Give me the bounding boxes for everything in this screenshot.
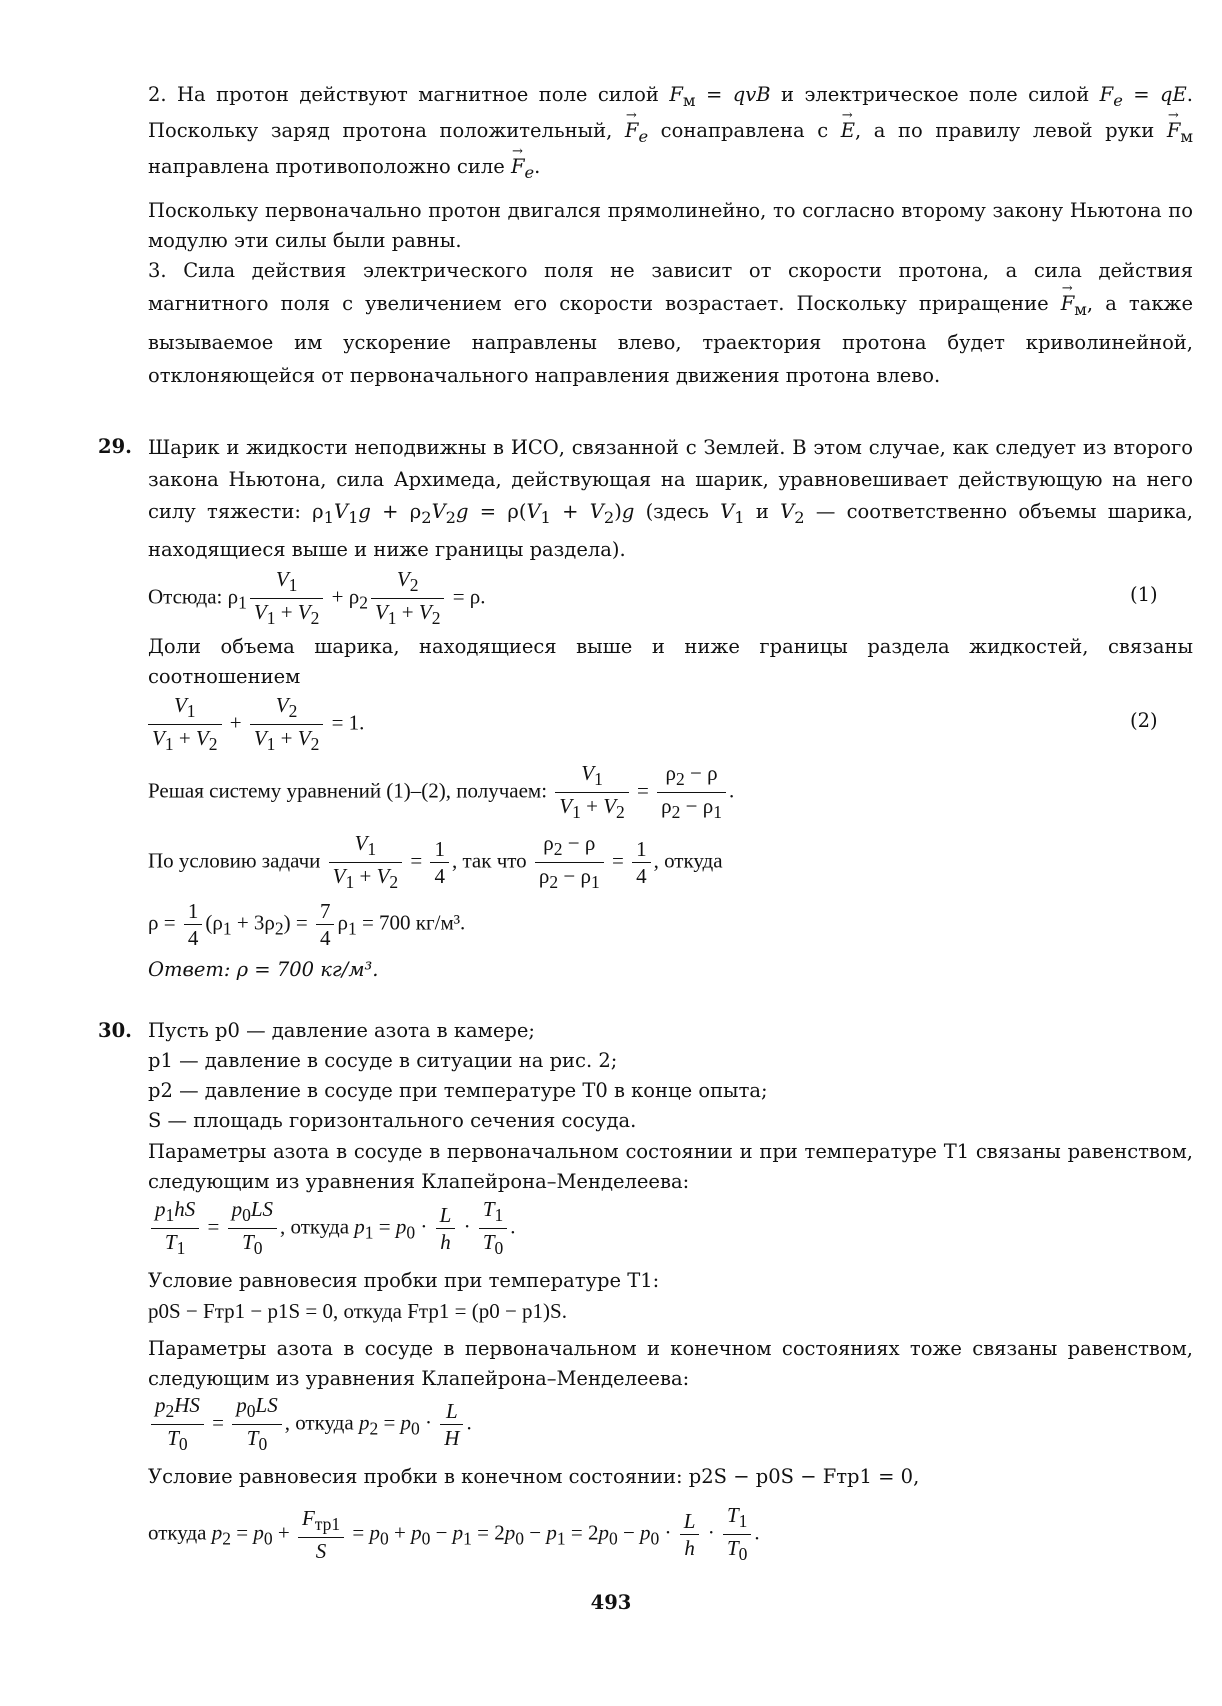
condition-label: По условию задачи bbox=[148, 848, 321, 873]
clapeyron-1-mid: , откуда bbox=[280, 1214, 350, 1239]
condition-end: , откуда bbox=[653, 848, 723, 873]
line-30-p2: p2 — давление в сосуде при температуре T0 в конце опыта; bbox=[148, 1079, 768, 1102]
formula-density-result: ρ = $\frac{1}{4}$ $(\rho_1 + 3\rho_2)$ = $\frac{7}{4}$ $\rho_1 = 700$ кг/м³. bbox=[148, 899, 466, 950]
problem-number-30: 30. bbox=[98, 1019, 132, 1042]
equation-number-2: (2) bbox=[1130, 709, 1158, 732]
line-30-p1: p1 — давление в сосуде в ситуации на рис. 2; bbox=[148, 1049, 618, 1072]
formula-2: $\frac{V_1}{V_1 + V_2}$ + $\frac{V_2}{V_1 + V_2}$ = 1. bbox=[145, 692, 364, 757]
equation-number-1: (1) bbox=[1130, 583, 1158, 606]
paragraph-29-volume: Доли объема шарика, находящиеся выше и ниже границы раздела жидкостей, связаны соотношением bbox=[148, 635, 1193, 688]
line-30-s: S — площадь горизонтального сечения сосуда. bbox=[148, 1109, 637, 1132]
paragraph-30-equilibrium-1: Условие равновесия пробки при температуре T1: bbox=[148, 1269, 660, 1292]
paragraph-trajectory: 3. Сила действия электрического поля не зависит от скорости протона, а сила действия магнитного поля с увеличением его скорости возрастает. Поскольку приращение → $F_м$, а также вызываемое им ускорение направлены влево, траектория протона будет криволинейной, отклоняющейся от первоначального направления движения протона влево. bbox=[148, 254, 1193, 392]
formula-30-clapeyron-1: $\frac{p_1hS}{T_1}$ = $\frac{p_0LS}{T_0}$ , откуда $p_1 = p_0$ · $\frac{L}{h}$ · $\frac{T_1}{T_0}$ . bbox=[148, 1196, 516, 1261]
line-30-p0: Пусть p0 — давление азота в камере; bbox=[148, 1019, 535, 1042]
paragraph-forces: 2. На протон действуют магнитное поле силой $F_м$ = qvB и электрическое поле силой $F_e$ = qE. Поскольку заряд протона положительный, → $F_e$ сонаправлена с → E, а по правилу левой руки → $F_м$ направлена противоположно силе → $F_e$. bbox=[148, 80, 1193, 188]
formula-30-final: откуда $p_2 = p_0$ + $\frac{F_{тр1}}{S}$ = $p_0 + p_0 - p_1 = 2p_0 - p_1 = 2p_0 - p_0$ · $\frac{L}{h}$ · $\frac{T_1}{T_0}$ . bbox=[148, 1503, 760, 1565]
problem-number-29: 29. bbox=[98, 435, 132, 458]
condition-mid: , так что bbox=[451, 848, 527, 873]
paragraph-30-equilibrium-2: Условие равновесия пробки в конечном состоянии: p2S − p0S − Fтр1 = 0, bbox=[148, 1465, 920, 1488]
clapeyron-2-mid: , откуда bbox=[284, 1410, 354, 1435]
formula-system-solution: Решая систему уравнений (1)–(2), получаем: $\frac{V_1}{V_1 + V_2}$ = $\frac{\rho_2 - \rho}{\rho_2 - \rho_1}$ . bbox=[148, 761, 735, 823]
paragraph-newton: Поскольку первоначально протон двигался прямолинейно, то согласно второму закону Ньютона по модулю эти силы были равны. bbox=[148, 199, 1193, 252]
paragraph-29-intro: Шарик и жидкости неподвижны в ИСО, связанной с Землей. В этом случае, как следует из второго закона Ньютона, сила Архимеда, действующая на шарик, уравновешивает действующую на него силу тяжести: $\rho_1V_1g + \rho_2V_2g = \rho(V_1 + V_2)g$ (здесь $V_1$ и $V_2$ — соответственно объемы шарика, находящиеся выше и ниже границы раздела). bbox=[148, 436, 1193, 561]
formula-30-friction: p0S − Fтр1 − p1S = 0, откуда Fтр1 = (p0 − p1)S. bbox=[148, 1299, 567, 1323]
final-label: откуда bbox=[148, 1520, 207, 1545]
answer-29: Ответ: ρ = 700 кг/м³. bbox=[148, 958, 379, 981]
density-value: = 700 кг/м³. bbox=[361, 910, 466, 935]
paragraph-30-params: Параметры азота в сосуде в первоначальном состоянии и при температуре T1 связаны равенством, следующим из уравнения Клапейрона–Менделеева: bbox=[148, 1140, 1193, 1193]
formula-condition: По условию задачи $\frac{V_1}{V_1 + V_2}$ = $\frac{1}{4}$ , так что $\frac{\rho_2 - \rho}{\rho_2 - \rho_1}$ = $\frac{1}{4}$ , откуда bbox=[148, 831, 723, 893]
formula-1: Отсюда: $\rho_1$ $\frac{V_1}{V_1 + V_2}$ + $\rho_2$ $\frac{V_2}{V_1 + V_2}$ = ρ. bbox=[148, 567, 486, 629]
page-number: 493 bbox=[590, 1591, 632, 1614]
paragraph-30-params-2: Параметры азота в сосуде в первоначальном и конечном состояниях тоже связаны равенством, следующим из уравнения Клапейрона–Менделеева: bbox=[148, 1337, 1193, 1390]
formula-solution-label: Решая систему уравнений (1)–(2), получаем: bbox=[148, 778, 548, 803]
formula-30-clapeyron-2: $\frac{p_2HS}{T_0}$ = $\frac{p_0LS}{T_0}$ , откуда $p_2 = p_0$ · $\frac{L}{H}$ . bbox=[148, 1392, 472, 1457]
formula-1-label: Отсюда: bbox=[148, 584, 223, 609]
